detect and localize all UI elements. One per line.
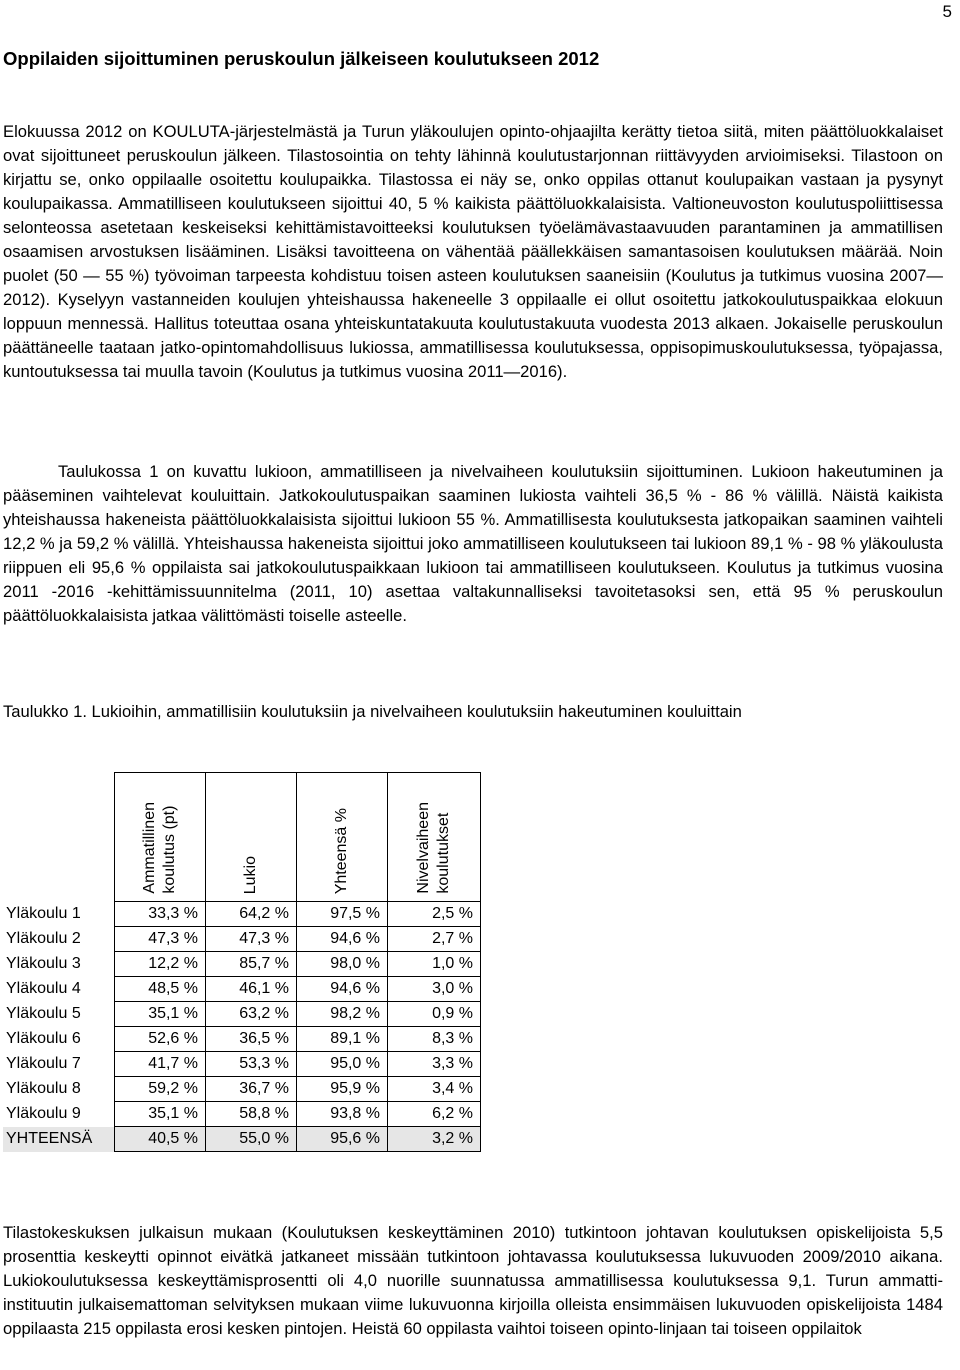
cell-transition: 1,0 % bbox=[388, 952, 481, 977]
cell-transition: 3,3 % bbox=[388, 1052, 481, 1077]
cell-transition: 3,0 % bbox=[388, 977, 481, 1002]
table-row bbox=[3, 977, 481, 1002]
table-row bbox=[3, 952, 481, 977]
table-header-row bbox=[3, 773, 481, 902]
cell-transition: 8,3 % bbox=[388, 1027, 481, 1052]
row-label: Yläkoulu 8 bbox=[6, 1080, 81, 1097]
column-header-text: Nivelvaiheen koulutukset bbox=[415, 802, 452, 894]
table-corner-cell bbox=[3, 773, 115, 902]
cell-transition: 2,5 % bbox=[388, 902, 481, 927]
cell-vocational: 35,1 % bbox=[115, 1002, 206, 1027]
cell-vocational: 59,2 % bbox=[115, 1077, 206, 1102]
cell-transition: 2,7 % bbox=[388, 927, 481, 952]
cell-transition: 0,9 % bbox=[388, 1002, 481, 1027]
cell-vocational: 52,6 % bbox=[115, 1027, 206, 1052]
table-caption: Taulukko 1. Lukioihin, ammatillisiin koulutuksiin ja nivelvaiheen koulutuksiin hakeutuminen kouluittain bbox=[3, 702, 742, 721]
row-label: Yläkoulu 7 bbox=[6, 1055, 81, 1072]
cell-upper-secondary: 36,5 % bbox=[206, 1027, 297, 1052]
cell-vocational: 33,3 % bbox=[115, 902, 206, 927]
cell-total: 98,0 % bbox=[297, 952, 388, 977]
table-row bbox=[3, 1002, 481, 1027]
cell-total: 94,6 % bbox=[297, 927, 388, 952]
cell-vocational: 47,3 % bbox=[115, 927, 206, 952]
table-row bbox=[3, 927, 481, 952]
paragraph-table-summary bbox=[3, 460, 943, 628]
cell-upper-secondary: 58,8 % bbox=[206, 1102, 297, 1127]
paragraph-intro: Elokuussa 2012 on KOULUTA-järjestelmästä ja Turun yläkoulujen opinto-ohjaajilta kerätty tietoa siitä, miten päättöluokkalaiset ovat sijoittuneet peruskoulun jälkeen. Tilastosointia on tehty lähinnä koulutustarjonnan riittävyyden arvioimiseksi. Tilastoon on kirjattu se, onko oppilaalle osoitettu koulupaikka. Tilastossa ei näy se, onko oppilas ottanut koulupaikan vastaan ja pysynyt koulupaikassa. Ammatilliseen koulutukseen sijoittui 40, 5 % kaikista päättöluokkalaisista. Valtioneuvoston koulutuspoliittisessa selonteossa asetetaan keskeiseksi kehittämistavoitteeksi koulutuksen työelämävastaavuuden parantaminen ja ammatillisen osaamisen arvostuksen lisääminen. Lisäksi tavoitteena on vähentää päällekkäisen samantasoisen koulutuksen määrää. Noin puolet (50 — 55 %) työvoiman tarpeesta kohdistuu toisen asteen koulutuksen saaneisiin (Koulutus ja tutkimus vuosina 2007—2012). Kyselyyn vastanneiden koulujen yhteishaussa hakeneelle 3 oppilaalle ei ollut osoitettu jatkokoulutuspaikkaa elokuun loppuun mennessä. Hallitus toteuttaa osana yhteiskuntatakuuta koulutustakuuta vuodesta 2013 alkaen. Jokaiselle peruskoulun päättäneelle taataan jatko-opintomahdollisuus lukiossa, ammatillisessa koulutuksessa, oppisopimuskoulutuksessa, työpajassa, kuntoutuksessa tai muulla tavoin (Koulutus ja tutkimus vuosina 2011—2016). bbox=[3, 122, 943, 381]
column-header-text: Yhteensä % bbox=[333, 807, 350, 894]
column-header-text: Ammatillinen koulutus (pt) bbox=[141, 802, 178, 894]
column-header-text: Lukio bbox=[242, 855, 259, 894]
cell-upper-secondary: 46,1 % bbox=[206, 977, 297, 1002]
column-header-upper-secondary bbox=[206, 773, 297, 902]
cell-upper-secondary: 55,0 % bbox=[206, 1127, 297, 1152]
cell-upper-secondary: 63,2 % bbox=[206, 1002, 297, 1027]
cell-transition: 3,4 % bbox=[388, 1077, 481, 1102]
table-row bbox=[3, 1027, 481, 1052]
cell-vocational: 41,7 % bbox=[115, 1052, 206, 1077]
row-label: Yläkoulu 1 bbox=[6, 905, 81, 922]
cell-total: 98,2 % bbox=[297, 1002, 388, 1027]
cell-total: 89,1 % bbox=[297, 1027, 388, 1052]
row-label: Yläkoulu 4 bbox=[6, 980, 81, 997]
row-label: Yläkoulu 2 bbox=[6, 930, 81, 947]
cell-vocational: 35,1 % bbox=[115, 1102, 206, 1127]
cell-upper-secondary: 64,2 % bbox=[206, 902, 297, 927]
row-label: Yläkoulu 3 bbox=[6, 955, 81, 972]
paragraph-table-summary-text: Taulukossa 1 on kuvattu lukioon, ammatilliseen ja nivelvaiheen koulutuksiin sijoittuminen. Lukioon hakeutuminen ja pääseminen vaihtelevat kouluittain. Jatkokoulutuspaikan saaminen lukiosta vaihteli 36,5 % - 86 % välillä. Näistä kaikista yhteishaussa hakeneista päättöluokkalaisista sijoittui lukioon 55 %. Ammatillisesta koulutuksesta jatkopaikan saaminen vaihteli 12,2 % ja 59,2 % välillä. Yhteishaussa hakeneista sijoittui joko ammatilliseen koulutukseen tai lukioon 89,1 % - 98 % yläkoulusta riippuen eli 95,6 % oppilaista sai jatkokoulutuspaikkaan lukioon tai ammatilliseen koulutukseen. Koulutus ja tutkimus vuosina 2011 -2016 -kehittämissuunnitelma (2011, 10) asettaa valtakunnalliseksi tavoitetasoksi sen, että 95 % peruskoulun päättöluokkalaisista jatkaa välittömästi toiselle asteelle. bbox=[3, 462, 943, 625]
cell-upper-secondary: 47,3 % bbox=[206, 927, 297, 952]
paragraph-dropout: Tilastokeskuksen julkaisun mukaan (Koulutuksen keskeyttäminen 2010) tutkintoon johtavan koulutuksen opiskelijoista 5,5 prosenttia keskeytti opinnot eivätkä jatkaneet missään tutkintoon johtavassa koulutuksessa lukuvuoden 2009/2010 aikana. Lukiokoulutuksessa keskeyttämisprosentti oli 4,0 nuorille suunnatussa ammatillisessa koulutuksessa 9,1. Turun ammatti-instituutin julkaisemattoman selvityksen mukaan viime lukuvuonna kirjoilla olleista ensimmäisen lukuvuoden opiskelijoista 1484 oppilaasta 215 oppilasta erosi kesken pintojen. Heistä 60 oppilasta vaihtoi toiseen opinto-linjaan tai toiseen oppilaitok bbox=[3, 1223, 943, 1338]
cell-total: 97,5 % bbox=[297, 902, 388, 927]
row-label: Yläkoulu 9 bbox=[6, 1105, 81, 1122]
table-total-row bbox=[3, 1127, 481, 1152]
cell-transition: 6,2 % bbox=[388, 1102, 481, 1127]
page-number: 5 bbox=[942, 2, 952, 21]
column-header-total bbox=[297, 773, 388, 902]
row-label: Yläkoulu 6 bbox=[6, 1030, 81, 1047]
cell-total: 95,0 % bbox=[297, 1052, 388, 1077]
cell-vocational: 12,2 % bbox=[115, 952, 206, 977]
cell-transition: 3,2 % bbox=[388, 1127, 481, 1152]
row-label: YHTEENSÄ bbox=[3, 1127, 115, 1152]
cell-upper-secondary: 36,7 % bbox=[206, 1077, 297, 1102]
cell-vocational: 40,5 % bbox=[115, 1127, 206, 1152]
table-row bbox=[3, 1052, 481, 1077]
cell-total: 94,6 % bbox=[297, 977, 388, 1002]
table-row bbox=[3, 1102, 481, 1127]
table-row bbox=[3, 902, 481, 927]
cell-total: 93,8 % bbox=[297, 1102, 388, 1127]
cell-upper-secondary: 53,3 % bbox=[206, 1052, 297, 1077]
column-header-vocational bbox=[115, 773, 206, 902]
cell-total: 95,9 % bbox=[297, 1077, 388, 1102]
page-title: Oppilaiden sijoittuminen peruskoulun jälkeiseen koulutukseen 2012 bbox=[3, 48, 600, 69]
cell-total: 95,6 % bbox=[297, 1127, 388, 1152]
table-row bbox=[3, 1077, 481, 1102]
cell-upper-secondary: 85,7 % bbox=[206, 952, 297, 977]
column-header-transition bbox=[388, 773, 481, 902]
row-label: Yläkoulu 5 bbox=[6, 1005, 81, 1022]
cell-vocational: 48,5 % bbox=[115, 977, 206, 1002]
placement-table bbox=[3, 772, 481, 1152]
